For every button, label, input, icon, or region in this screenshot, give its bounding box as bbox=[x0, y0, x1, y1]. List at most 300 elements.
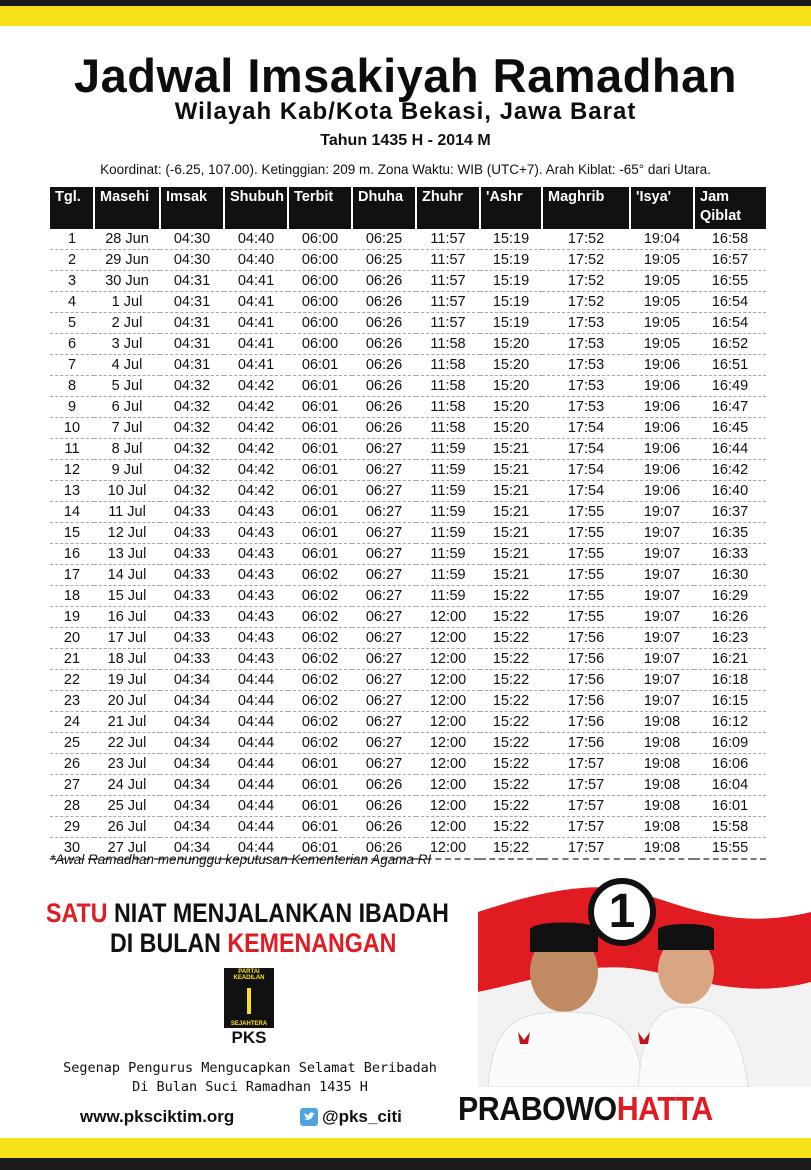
column-header: Shubuh bbox=[224, 187, 288, 229]
table-cell: 04:33 bbox=[160, 544, 224, 565]
table-cell: 7 bbox=[50, 355, 94, 376]
table-cell: 17:56 bbox=[542, 670, 630, 691]
column-header: Jam Qiblat bbox=[694, 187, 766, 229]
table-cell: 16:33 bbox=[694, 544, 766, 565]
table-cell: 06:01 bbox=[288, 544, 352, 565]
table-cell: 15 bbox=[50, 523, 94, 544]
table-cell: 04:32 bbox=[160, 439, 224, 460]
table-row bbox=[50, 586, 766, 607]
table-cell: 20 bbox=[50, 628, 94, 649]
table-cell: 11:59 bbox=[416, 481, 480, 502]
table-cell: 04:41 bbox=[224, 334, 288, 355]
table-cell: 18 bbox=[50, 586, 94, 607]
table-cell: 06:01 bbox=[288, 376, 352, 397]
table-row bbox=[50, 544, 766, 565]
table-cell: 16:51 bbox=[694, 355, 766, 376]
pks-logo-top-text: PARTAI KEADILAN bbox=[224, 968, 274, 982]
table-cell: 17:54 bbox=[542, 439, 630, 460]
table-row bbox=[50, 355, 766, 376]
slogan-line-2 bbox=[110, 928, 396, 959]
table-cell: 16:52 bbox=[694, 334, 766, 355]
table-cell: 12:00 bbox=[416, 796, 480, 817]
table-cell: 06:27 bbox=[352, 544, 416, 565]
table-cell: 19:08 bbox=[630, 712, 694, 733]
table-cell: 10 Jul bbox=[94, 481, 160, 502]
slogan-red-part: KEMENANGAN bbox=[227, 928, 397, 958]
table-cell: 11:57 bbox=[416, 292, 480, 313]
table-cell: 06:26 bbox=[352, 397, 416, 418]
table-cell: 17:52 bbox=[542, 250, 630, 271]
table-cell: 11:57 bbox=[416, 229, 480, 250]
table-cell: 04:31 bbox=[160, 271, 224, 292]
table-cell: 17:52 bbox=[542, 292, 630, 313]
table-row bbox=[50, 565, 766, 586]
table-cell: 06:27 bbox=[352, 649, 416, 670]
table-cell: 06:26 bbox=[352, 376, 416, 397]
table-cell: 12:00 bbox=[416, 649, 480, 670]
table-cell: 15:21 bbox=[480, 481, 542, 502]
table-cell: 19:07 bbox=[630, 502, 694, 523]
candidate-names bbox=[458, 1090, 713, 1128]
column-header: Terbit bbox=[288, 187, 352, 229]
table-cell: 17:53 bbox=[542, 376, 630, 397]
table-cell: 19:05 bbox=[630, 334, 694, 355]
table-cell: 06:02 bbox=[288, 649, 352, 670]
table-cell: 15:22 bbox=[480, 607, 542, 628]
table-cell: 20 Jul bbox=[94, 691, 160, 712]
table-cell: 04:31 bbox=[160, 313, 224, 334]
table-cell: 15:22 bbox=[480, 796, 542, 817]
table-cell: 04:44 bbox=[224, 838, 288, 860]
table-row bbox=[50, 313, 766, 334]
table-cell: 26 bbox=[50, 754, 94, 775]
table-row bbox=[50, 523, 766, 544]
table-cell: 19:06 bbox=[630, 397, 694, 418]
table-cell: 04:42 bbox=[224, 481, 288, 502]
table-cell: 04:43 bbox=[224, 523, 288, 544]
table-cell: 12:00 bbox=[416, 691, 480, 712]
table-cell: 5 Jul bbox=[94, 376, 160, 397]
table-cell: 19:07 bbox=[630, 649, 694, 670]
table-cell: 12:00 bbox=[416, 607, 480, 628]
footnote: *Awal Ramadhan menunggu keputusan Kementerian Agama RI bbox=[50, 852, 432, 867]
pks-logo-word: PKS bbox=[231, 1028, 267, 1047]
table-cell: 11:59 bbox=[416, 460, 480, 481]
table-cell: 17:56 bbox=[542, 733, 630, 754]
table-cell: 04:33 bbox=[160, 565, 224, 586]
table-cell: 06:01 bbox=[288, 418, 352, 439]
table-cell: 19:08 bbox=[630, 817, 694, 838]
table-cell: 04:44 bbox=[224, 775, 288, 796]
table-cell: 04:32 bbox=[160, 397, 224, 418]
table-cell: 06:01 bbox=[288, 754, 352, 775]
table-cell: 19:06 bbox=[630, 439, 694, 460]
table-cell: 04:33 bbox=[160, 502, 224, 523]
table-cell: 06:27 bbox=[352, 712, 416, 733]
table-cell: 06:02 bbox=[288, 607, 352, 628]
table-cell: 15:22 bbox=[480, 817, 542, 838]
table-cell: 12:00 bbox=[416, 775, 480, 796]
table-cell: 11:58 bbox=[416, 355, 480, 376]
bottom-yellow-stripe bbox=[0, 1138, 811, 1158]
table-cell: 11:58 bbox=[416, 397, 480, 418]
table-row bbox=[50, 670, 766, 691]
bottom-black-stripe bbox=[0, 1158, 811, 1170]
table-cell: 16:37 bbox=[694, 502, 766, 523]
table-cell: 04:31 bbox=[160, 355, 224, 376]
table-row bbox=[50, 775, 766, 796]
table-cell: 04:34 bbox=[160, 670, 224, 691]
table-cell: 04:41 bbox=[224, 292, 288, 313]
column-header: Tgl. bbox=[50, 187, 94, 229]
table-cell: 06:01 bbox=[288, 355, 352, 376]
table-cell: 04:34 bbox=[160, 733, 224, 754]
table-row bbox=[50, 229, 766, 250]
table-cell: 06:02 bbox=[288, 586, 352, 607]
table-cell: 06:01 bbox=[288, 838, 352, 860]
table-cell: 27 bbox=[50, 775, 94, 796]
table-cell: 26 Jul bbox=[94, 817, 160, 838]
table-cell: 06:01 bbox=[288, 397, 352, 418]
table-row bbox=[50, 334, 766, 355]
table-cell: 24 Jul bbox=[94, 775, 160, 796]
table-cell: 06:27 bbox=[352, 586, 416, 607]
table-cell: 15:22 bbox=[480, 670, 542, 691]
table-cell: 6 bbox=[50, 334, 94, 355]
table-cell: 11:59 bbox=[416, 586, 480, 607]
table-cell: 12 bbox=[50, 460, 94, 481]
table-cell: 06:26 bbox=[352, 355, 416, 376]
column-header: Dhuha bbox=[352, 187, 416, 229]
table-cell: 11:58 bbox=[416, 334, 480, 355]
table-cell: 19:05 bbox=[630, 313, 694, 334]
table-cell: 06:02 bbox=[288, 712, 352, 733]
table-cell: 11:59 bbox=[416, 502, 480, 523]
table-cell: 16:40 bbox=[694, 481, 766, 502]
table-cell: 06:26 bbox=[352, 271, 416, 292]
table-cell: 06:27 bbox=[352, 691, 416, 712]
table-cell: 16:58 bbox=[694, 229, 766, 250]
table-cell: 14 Jul bbox=[94, 565, 160, 586]
table-cell: 29 bbox=[50, 817, 94, 838]
table-cell: 04:44 bbox=[224, 754, 288, 775]
table-cell: 12:00 bbox=[416, 754, 480, 775]
table-cell: 04:44 bbox=[224, 691, 288, 712]
table-cell: 19:07 bbox=[630, 628, 694, 649]
table-cell: 3 bbox=[50, 271, 94, 292]
table-cell: 17:56 bbox=[542, 712, 630, 733]
table-cell: 19:05 bbox=[630, 292, 694, 313]
table-cell: 15:21 bbox=[480, 502, 542, 523]
table-row bbox=[50, 418, 766, 439]
table-cell: 28 bbox=[50, 796, 94, 817]
table-cell: 21 bbox=[50, 649, 94, 670]
table-cell: 17 bbox=[50, 565, 94, 586]
table-cell: 15:22 bbox=[480, 712, 542, 733]
table-cell: 15:22 bbox=[480, 691, 542, 712]
table-cell: 12:00 bbox=[416, 628, 480, 649]
table-cell: 17:57 bbox=[542, 817, 630, 838]
table-cell: 25 Jul bbox=[94, 796, 160, 817]
table-cell: 06:25 bbox=[352, 229, 416, 250]
table-cell: 04:33 bbox=[160, 649, 224, 670]
table-cell: 15:20 bbox=[480, 355, 542, 376]
prayer-schedule-table bbox=[50, 187, 766, 860]
table-cell: 16:01 bbox=[694, 796, 766, 817]
table-row bbox=[50, 712, 766, 733]
table-cell: 06:26 bbox=[352, 313, 416, 334]
top-yellow-stripe bbox=[0, 6, 811, 26]
table-cell: 06:27 bbox=[352, 460, 416, 481]
table-cell: 21 Jul bbox=[94, 712, 160, 733]
page-title: Jadwal Imsakiyah Ramadhan bbox=[74, 49, 737, 102]
table-cell: 04:32 bbox=[160, 376, 224, 397]
table-cell: 04:40 bbox=[224, 250, 288, 271]
table-cell: 17:57 bbox=[542, 754, 630, 775]
table-cell: 06:27 bbox=[352, 502, 416, 523]
table-cell: 11 Jul bbox=[94, 502, 160, 523]
table-row bbox=[50, 397, 766, 418]
table-cell: 17:53 bbox=[542, 397, 630, 418]
table-cell: 9 bbox=[50, 397, 94, 418]
table-cell: 16:45 bbox=[694, 418, 766, 439]
table-cell: 18 Jul bbox=[94, 649, 160, 670]
table-cell: 11:58 bbox=[416, 376, 480, 397]
table-cell: 04:43 bbox=[224, 607, 288, 628]
table-row bbox=[50, 292, 766, 313]
table-row bbox=[50, 733, 766, 754]
table-cell: 8 bbox=[50, 376, 94, 397]
table-cell: 06:01 bbox=[288, 796, 352, 817]
table-header-row bbox=[50, 187, 766, 229]
table-cell: 06:25 bbox=[352, 250, 416, 271]
table-cell: 06:01 bbox=[288, 817, 352, 838]
table-cell: 16:35 bbox=[694, 523, 766, 544]
table-cell: 15:19 bbox=[480, 229, 542, 250]
table-cell: 06:27 bbox=[352, 439, 416, 460]
table-cell: 06:27 bbox=[352, 733, 416, 754]
table-cell: 04:30 bbox=[160, 250, 224, 271]
table-cell: 04:34 bbox=[160, 775, 224, 796]
candidate-number-badge: 1 bbox=[588, 878, 656, 946]
table-cell: 16:57 bbox=[694, 250, 766, 271]
table-cell: 11:59 bbox=[416, 544, 480, 565]
table-cell: 16:23 bbox=[694, 628, 766, 649]
table-cell: 15:21 bbox=[480, 565, 542, 586]
table-cell: 04:42 bbox=[224, 376, 288, 397]
pks-logo bbox=[224, 968, 274, 1054]
table-cell: 3 Jul bbox=[94, 334, 160, 355]
table-cell: 06:00 bbox=[288, 292, 352, 313]
table-cell: 06:26 bbox=[352, 796, 416, 817]
table-cell: 06:27 bbox=[352, 754, 416, 775]
table-cell: 06:01 bbox=[288, 523, 352, 544]
table-cell: 17:54 bbox=[542, 481, 630, 502]
table-row bbox=[50, 502, 766, 523]
table-cell: 19:07 bbox=[630, 607, 694, 628]
table-cell: 04:44 bbox=[224, 796, 288, 817]
table-cell: 17:56 bbox=[542, 649, 630, 670]
table-cell: 06:00 bbox=[288, 250, 352, 271]
table-cell: 06:02 bbox=[288, 691, 352, 712]
table-cell: 17:57 bbox=[542, 796, 630, 817]
table-cell: 12 Jul bbox=[94, 523, 160, 544]
table-cell: 16:06 bbox=[694, 754, 766, 775]
table-cell: 06:02 bbox=[288, 565, 352, 586]
table-cell: 9 Jul bbox=[94, 460, 160, 481]
table-cell: 16:29 bbox=[694, 586, 766, 607]
table-cell: 16:30 bbox=[694, 565, 766, 586]
table-cell: 15:55 bbox=[694, 838, 766, 860]
table-cell: 16:49 bbox=[694, 376, 766, 397]
table-cell: 19 Jul bbox=[94, 670, 160, 691]
table-cell: 12:00 bbox=[416, 670, 480, 691]
table-cell: 06:27 bbox=[352, 565, 416, 586]
table-cell: 04:41 bbox=[224, 271, 288, 292]
column-header: Masehi bbox=[94, 187, 160, 229]
table-row bbox=[50, 376, 766, 397]
table-cell: 06:27 bbox=[352, 607, 416, 628]
table-cell: 15:21 bbox=[480, 460, 542, 481]
table-cell: 1 Jul bbox=[94, 292, 160, 313]
table-cell: 04:32 bbox=[160, 460, 224, 481]
table-cell: 04:43 bbox=[224, 649, 288, 670]
table-cell: 13 bbox=[50, 481, 94, 502]
table-cell: 04:34 bbox=[160, 754, 224, 775]
table-cell: 06:00 bbox=[288, 334, 352, 355]
table-cell: 19:07 bbox=[630, 691, 694, 712]
table-cell: 11:59 bbox=[416, 565, 480, 586]
table-cell: 04:41 bbox=[224, 355, 288, 376]
table-cell: 7 Jul bbox=[94, 418, 160, 439]
table-cell: 04:42 bbox=[224, 418, 288, 439]
column-header: 'Ashr bbox=[480, 187, 542, 229]
table-cell: 4 Jul bbox=[94, 355, 160, 376]
table-cell: 13 Jul bbox=[94, 544, 160, 565]
slogan-line-1 bbox=[46, 898, 449, 929]
slogan-rest: NIAT MENJALANKAN IBADAH bbox=[107, 898, 449, 928]
table-cell: 12:00 bbox=[416, 712, 480, 733]
table-cell: 06:00 bbox=[288, 313, 352, 334]
table-cell: 15:21 bbox=[480, 523, 542, 544]
table-cell: 15:20 bbox=[480, 397, 542, 418]
table-cell: 19:07 bbox=[630, 586, 694, 607]
table-cell: 19:08 bbox=[630, 796, 694, 817]
table-cell: 06:02 bbox=[288, 670, 352, 691]
table-cell: 16:55 bbox=[694, 271, 766, 292]
table-cell: 17:55 bbox=[542, 565, 630, 586]
table-row bbox=[50, 460, 766, 481]
table-cell: 22 Jul bbox=[94, 733, 160, 754]
table-cell: 16:15 bbox=[694, 691, 766, 712]
table-cell: 04:43 bbox=[224, 565, 288, 586]
table-cell: 6 Jul bbox=[94, 397, 160, 418]
table-cell: 12:00 bbox=[416, 838, 480, 860]
table-cell: 17:56 bbox=[542, 691, 630, 712]
table-cell: 06:01 bbox=[288, 439, 352, 460]
table-cell: 06:26 bbox=[352, 817, 416, 838]
table-cell: 2 Jul bbox=[94, 313, 160, 334]
coordinates-info: Koordinat: (-6.25, 107.00). Ketinggian: 209 m. Zona Waktu: WIB (UTC+7). Arah Kiblat: -65° dari Utara. bbox=[100, 162, 711, 177]
table-cell: 12:00 bbox=[416, 733, 480, 754]
table-cell: 04:33 bbox=[160, 628, 224, 649]
table-row bbox=[50, 250, 766, 271]
table-cell: 15:22 bbox=[480, 838, 542, 860]
table-cell: 15:19 bbox=[480, 292, 542, 313]
table-cell: 14 bbox=[50, 502, 94, 523]
table-cell: 19:08 bbox=[630, 754, 694, 775]
table-cell: 17:53 bbox=[542, 355, 630, 376]
table-cell: 04:31 bbox=[160, 292, 224, 313]
table-cell: 15 Jul bbox=[94, 586, 160, 607]
table-cell: 16:54 bbox=[694, 313, 766, 334]
twitter-handle-text: @pks_citi bbox=[322, 1107, 402, 1126]
table-cell: 16:47 bbox=[694, 397, 766, 418]
table-cell: 04:43 bbox=[224, 544, 288, 565]
table-cell: 16 bbox=[50, 544, 94, 565]
table-cell: 17:52 bbox=[542, 229, 630, 250]
table-cell: 06:27 bbox=[352, 628, 416, 649]
table-cell: 04:42 bbox=[224, 397, 288, 418]
table-cell: 04:33 bbox=[160, 586, 224, 607]
table-cell: 17:55 bbox=[542, 607, 630, 628]
table-cell: 04:43 bbox=[224, 502, 288, 523]
table-cell: 19:07 bbox=[630, 523, 694, 544]
column-header: Zhuhr bbox=[416, 187, 480, 229]
table-body bbox=[50, 229, 766, 859]
table-cell: 06:01 bbox=[288, 460, 352, 481]
table-row bbox=[50, 754, 766, 775]
table-cell: 17 Jul bbox=[94, 628, 160, 649]
table-cell: 19:05 bbox=[630, 271, 694, 292]
table-row bbox=[50, 649, 766, 670]
table-row bbox=[50, 607, 766, 628]
table-cell: 16:18 bbox=[694, 670, 766, 691]
year-label: Tahun 1435 H - 2014 M bbox=[320, 132, 491, 149]
slogan-red-word: SATU bbox=[46, 898, 108, 928]
twitter-bird-icon bbox=[300, 1108, 318, 1126]
table-cell: 17:54 bbox=[542, 460, 630, 481]
table-cell: 04:43 bbox=[224, 628, 288, 649]
table-cell: 04:31 bbox=[160, 334, 224, 355]
table-cell: 19:04 bbox=[630, 229, 694, 250]
table-cell: 06:27 bbox=[352, 523, 416, 544]
table-cell: 16 Jul bbox=[94, 607, 160, 628]
table-cell: 04:44 bbox=[224, 670, 288, 691]
table-cell: 19:06 bbox=[630, 460, 694, 481]
table-cell: 11:57 bbox=[416, 250, 480, 271]
table-cell: 19:08 bbox=[630, 733, 694, 754]
table-cell: 04:42 bbox=[224, 460, 288, 481]
column-header: 'Isya' bbox=[630, 187, 694, 229]
table-cell: 17:57 bbox=[542, 775, 630, 796]
table-cell: 17:55 bbox=[542, 502, 630, 523]
slogan-black-part: DI BULAN bbox=[110, 928, 228, 958]
table-cell: 17:55 bbox=[542, 523, 630, 544]
table-cell: 06:27 bbox=[352, 481, 416, 502]
table-cell: 16:54 bbox=[694, 292, 766, 313]
table-cell: 15:19 bbox=[480, 271, 542, 292]
table-cell: 06:02 bbox=[288, 628, 352, 649]
table-cell: 5 bbox=[50, 313, 94, 334]
table-cell: 04:43 bbox=[224, 586, 288, 607]
table-cell: 11:58 bbox=[416, 418, 480, 439]
table-cell: 15:21 bbox=[480, 544, 542, 565]
table-cell: 04:42 bbox=[224, 439, 288, 460]
table-cell: 19:05 bbox=[630, 250, 694, 271]
table-cell: 2 bbox=[50, 250, 94, 271]
table-cell: 15:19 bbox=[480, 250, 542, 271]
